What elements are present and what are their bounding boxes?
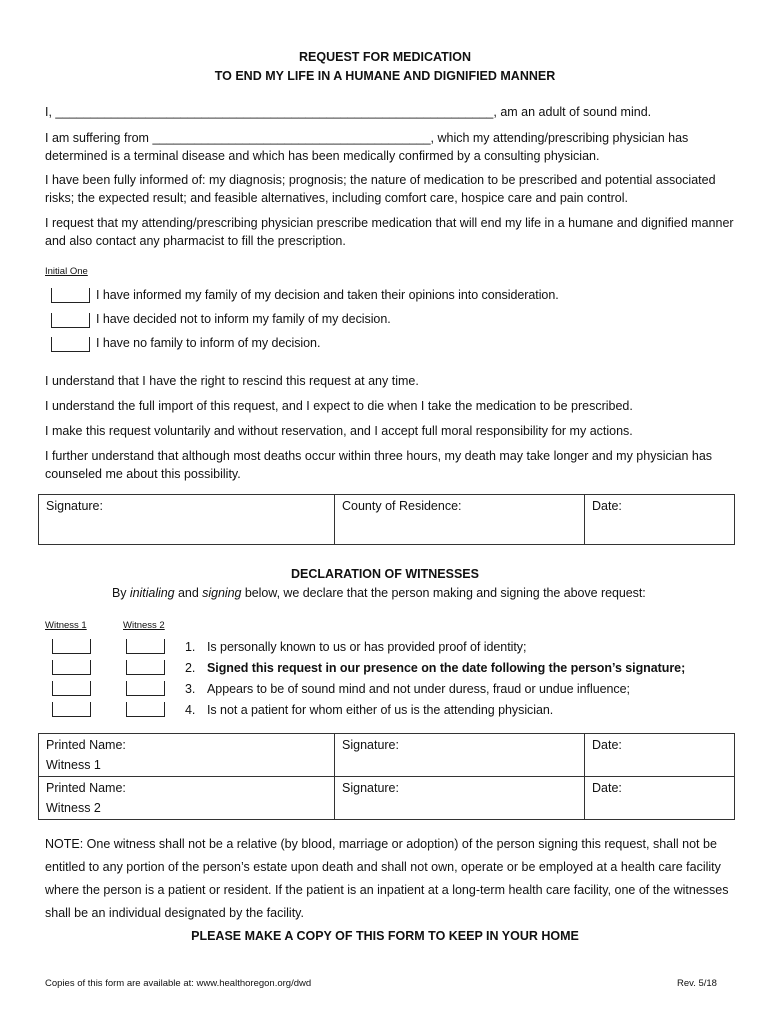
form-title-line1: REQUEST FOR MEDICATION (299, 50, 471, 64)
witness-item-number-2: 2. (185, 661, 196, 675)
witness1-signature-label: Signature: (342, 738, 399, 752)
voluntary-statement: I make this request voluntarily and without reservation, and I accept full moral responsibility for my actions. (45, 424, 633, 438)
witness1-initial-box-3[interactable] (52, 681, 91, 696)
witnesses-heading: DECLARATION OF WITNESSES (291, 567, 479, 581)
witness2-signature-label: Signature: (342, 781, 399, 795)
witness2-initial-box-1[interactable] (126, 639, 165, 654)
witness2-initial-box-2[interactable] (126, 660, 165, 675)
witness-signature-table (38, 733, 735, 820)
witness2-date-label: Date: (592, 781, 622, 795)
witness2-signature-field[interactable] (335, 777, 585, 820)
witnesses-intro: By initialing and signing below, we declare that the person making and signing the above request: (112, 586, 646, 600)
patient-signature-table (38, 494, 735, 545)
initial-box-3[interactable] (51, 337, 90, 352)
initial-one-label: Initial One (45, 266, 88, 277)
county-label: County of Residence: (342, 499, 462, 513)
county-field[interactable] (335, 495, 585, 545)
initial-box-2[interactable] (51, 313, 90, 328)
witness-item-4: Is not a patient for whom either of us is the attending physician. (207, 703, 554, 717)
footer-availability: Copies of this form are available at: www.healthoregon.org/dwd (45, 978, 312, 989)
witness2-label: Witness 2 (46, 801, 101, 815)
patient-date-field[interactable] (585, 495, 735, 545)
copy-notice: PLEASE MAKE A COPY OF THIS FORM TO KEEP IN YOUR HOME (191, 929, 579, 943)
witness1-initial-box-1[interactable] (52, 639, 91, 654)
witness1-printed-name-field[interactable] (39, 734, 335, 777)
footer-revision: Rev. 5/18 (677, 978, 717, 989)
name-statement: I, _______________________________________________________________, am an adult of sound mind. (45, 105, 652, 119)
witness2-initial-box-3[interactable] (126, 681, 165, 696)
witness1-initial-box-2[interactable] (52, 660, 91, 675)
witness1-printed-name-label: Printed Name: (46, 738, 126, 752)
witness1-date-field[interactable] (585, 734, 735, 777)
witness-item-1: Is personally known to us or has provided proof of identity; (207, 640, 527, 654)
witness1-signature-field[interactable] (335, 734, 585, 777)
witness-item-2: Signed this request in our presence on the date following the person’s signature; (207, 661, 686, 675)
witness2-printed-name-label: Printed Name: (46, 781, 126, 795)
request-statement: I request that my attending/prescribing physician prescribe medication that will end my life in a humane and dignified manner and also contact any pharmacist to fill the prescription. (45, 216, 734, 248)
witness1-initial-box-4[interactable] (52, 702, 91, 717)
witness-item-3: Appears to be of sound mind and not under duress, fraud or undue influence; (207, 682, 630, 696)
three-hours-statement: I further understand that although most deaths occur within three hours, my death may take longer and my physician has counseled me about this possibility. (45, 449, 713, 481)
initial-option-2: I have decided not to inform my family of my decision. (96, 312, 391, 326)
witness2-date-field[interactable] (585, 777, 735, 820)
witness2-column-label: Witness 2 (123, 620, 165, 631)
witness-item-number-3: 3. (185, 682, 196, 696)
informed-statement: I have been fully informed of: my diagnosis; prognosis; the nature of medication to be prescribed and potential associated risks; the expected result; and feasible alternatives, including comfort care, hospice care and pain control. (45, 173, 716, 205)
witness-item-number-1: 1. (185, 640, 196, 654)
initial-box-1[interactable] (51, 288, 90, 303)
witness1-column-label: Witness 1 (45, 620, 87, 631)
witness1-label: Witness 1 (46, 758, 101, 772)
patient-signature-field[interactable] (39, 495, 335, 545)
witness2-printed-name-field[interactable] (39, 777, 335, 820)
witness2-initial-box-4[interactable] (126, 702, 165, 717)
initial-option-3: I have no family to inform of my decision. (96, 336, 321, 350)
patient-date-label: Date: (592, 499, 622, 513)
suffering-statement: I am suffering from ________________________________________, which my attending/prescribing physician has determined is a terminal disease and which has been medically confirmed by a consulting physician. (45, 131, 689, 163)
witness-note: NOTE: One witness shall not be a relative (by blood, marriage or adoption) of the person signing this request, shall not be entitled to any portion of the person’s estate upon death and shall not own, operate or be employed at a health care facility where the person is a patient or resident. If the patient is an inpatient at a long-term health care facility, one of the witnesses shall be an individual designated by the facility. (45, 837, 729, 920)
initial-option-1: I have informed my family of my decision and taken their opinions into consideration. (96, 288, 559, 302)
import-statement: I understand the full import of this request, and I expect to die when I take the medication to be prescribed. (45, 399, 633, 413)
witness1-date-label: Date: (592, 738, 622, 752)
form-title-line2: TO END MY LIFE IN A HUMANE AND DIGNIFIED MANNER (214, 69, 556, 83)
witness-item-number-4: 4. (185, 703, 196, 717)
rescind-statement: I understand that I have the right to rescind this request at any time. (45, 374, 419, 388)
patient-signature-label: Signature: (46, 499, 103, 513)
